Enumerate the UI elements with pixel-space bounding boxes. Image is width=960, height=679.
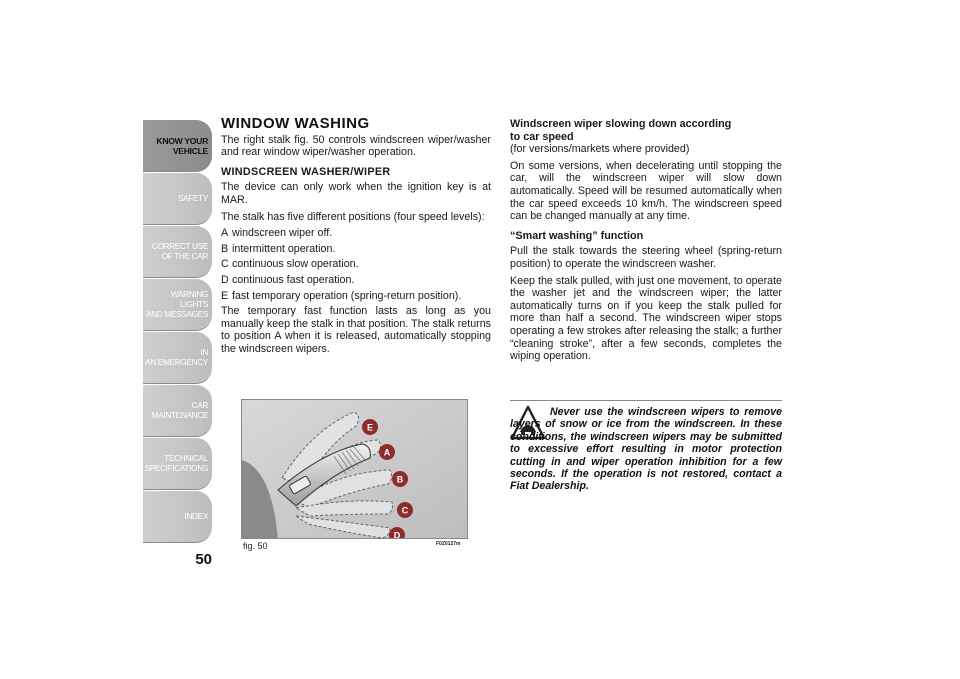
page-title: WINDOW WASHING	[221, 115, 370, 132]
paragraph: On some versions, when decelerating until stopping the car, will the windscreen wiper will slow down automatically. Speed will be resumed automatically when the car speed exceeds 10 km/h. The windscreen speed can be changed manually at any time.	[510, 159, 782, 223]
subsection-heading: “Smart washing” function	[510, 229, 644, 242]
tab-label: CORRECT USE OF THE CAR	[151, 241, 208, 261]
position-key: B	[221, 242, 229, 255]
tab-car-maintenance[interactable]	[143, 385, 212, 437]
subsection-heading: to car speed	[510, 130, 574, 143]
label-a: A	[383, 447, 391, 458]
chapter-tabs	[143, 120, 212, 544]
paragraph: The temporary fast function lasts as long as you manually keep the stalk in that position. The stalk returns to position A when it is released, automatically stopping the windscreen wipers.	[221, 305, 491, 355]
position-text: continuous slow operation.	[232, 258, 359, 271]
tab-technical-specifications[interactable]	[143, 438, 212, 490]
right-column	[510, 118, 782, 367]
warning-divider	[510, 400, 782, 401]
list-item	[221, 274, 491, 287]
tab-index[interactable]	[143, 491, 212, 543]
section-heading: WINDSCREEN WASHER/WIPER	[221, 165, 391, 178]
position-key: A	[221, 227, 229, 240]
paragraph: The device can only work when the ignition key is at MAR.	[221, 181, 491, 206]
warning-text	[510, 406, 782, 493]
availability-note: (for versions/markets where provided)	[510, 143, 690, 156]
label-b: B	[396, 474, 404, 485]
paragraph: Pull the stalk towards the steering wheel (spring-return position) to operate the windscreen washer.	[510, 245, 782, 270]
figure-code: F0Z0127m	[436, 541, 461, 547]
stalk-figure	[241, 399, 468, 539]
position-text: continuous fast operation.	[232, 273, 355, 286]
position-text: windscreen wiper off.	[232, 227, 333, 240]
position-text: fast temporary operation (spring-return position).	[232, 289, 462, 302]
wiper-stalk-illustration	[242, 400, 468, 539]
intro-paragraph: The right stalk fig. 50 controls windscreen wiper/washer and rear window wiper/washer operation.	[221, 133, 491, 159]
paragraph: The stalk has five different positions (four speed levels):	[221, 210, 485, 223]
label-c: C	[401, 505, 409, 516]
tab-label: INDEX	[184, 511, 208, 521]
figure-caption: fig. 50	[243, 541, 268, 551]
page-number: 50	[195, 551, 212, 568]
paragraph: Keep the stalk pulled, with just one movement, to operate the washer jet and the windscreen wiper; the latter automatically turns on if you keep the stalk pulled for more than half a second. The windscreen wiper stops operating a few strokes after releasing the stalk; a further “cleaning stroke”, after a few seconds, completes the wiping operation.	[510, 274, 782, 363]
list-item	[221, 243, 491, 256]
subsection-heading: Windscreen wiper slowing down according	[510, 118, 732, 130]
position-text: intermittent operation.	[232, 242, 336, 255]
warning-message: Never use the windscreen wipers to remove layers of snow or ice from the windscreen. In these conditions, the windscreen wipers may be submitted to excessive effort resulting in motor protection cutting in and wiper operation inhibition for a few seconds. If the operation is not restored, contact a Fiat Dealership.	[510, 406, 782, 493]
label-d: D	[393, 530, 401, 539]
tab-safety[interactable]	[143, 173, 212, 225]
position-key: C	[221, 258, 229, 271]
tab-label: IN AN EMERGENCY	[145, 347, 208, 367]
position-key: E	[221, 289, 229, 302]
list-item	[221, 258, 491, 271]
tab-know-your-vehicle[interactable]	[143, 120, 212, 172]
tab-correct-use[interactable]	[143, 226, 212, 278]
tab-emergency[interactable]	[143, 332, 212, 384]
tab-label: WARNING LIGHTS AND MESSAGES	[146, 289, 208, 319]
label-e: E	[366, 422, 374, 433]
tab-label: SAFETY	[177, 193, 208, 203]
position-key: D	[221, 273, 229, 286]
tab-label: CAR MAINTENANCE	[151, 400, 208, 420]
tab-label: KNOW YOUR VEHICLE	[156, 135, 208, 156]
tab-warning-lights[interactable]	[143, 279, 212, 331]
left-column	[221, 115, 491, 360]
list-item	[221, 290, 491, 303]
position-list	[221, 227, 491, 302]
tab-label: TECHNICAL SPECIFICATIONS	[144, 453, 208, 473]
list-item	[221, 227, 491, 240]
